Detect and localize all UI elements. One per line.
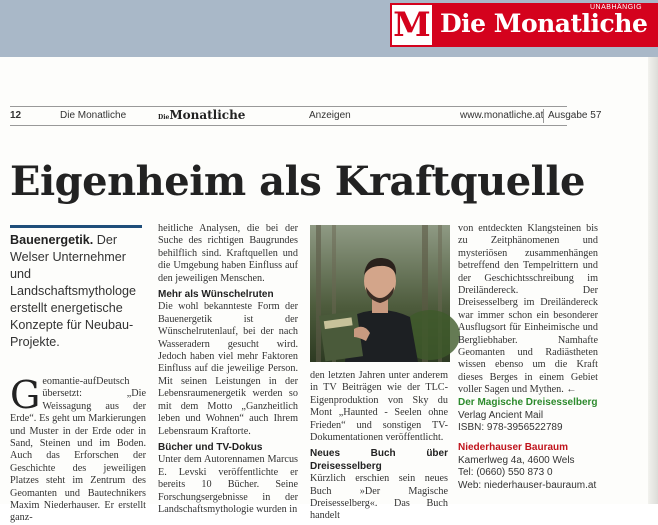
author-photo <box>310 225 450 362</box>
article-headline: Eigenheim als Kraftquelle <box>10 158 585 205</box>
book-info <box>458 397 598 435</box>
brand-logo-name: Die Monatliche <box>440 9 648 38</box>
col3-paragraph-1: den letzten Jahren unter anderem in TV Beiträgen wie der TLC-Eigenproduktion von Sky du Mont „Haunted - Seelen ohne Frieden“ und sonstigen TV-Dokumentationen veröffentlicht. <box>310 370 448 444</box>
header-publication: Die Monatliche <box>60 110 127 121</box>
col2-paragraph-2: Die wohl bekannteste Form der Bauenergetik ist der Wünschelrutenlauf, bei der nach Wasseradern gesucht wird. Jedoch haben viel mehr Faktoren Einfluss auf die jeweilige Person. Mit seinen Leistungen in der Lebensraumenergetik werden so mit dem Motto „Ganzheitlich leben und Wohnen“ auch Ihrem Lebensraum Kraftorte. <box>158 301 298 437</box>
header-logo <box>158 108 245 122</box>
col4-paragraph-1: von entdeckten Klangsteinen bis zu Zeitphänomenen und mysteriösen zusammenhängen betreffend den Tempelrittern und der Geschichtsschreibung im Dreiländereck. Der Dreisesselberg im Dreiländereck war immer schon ein besonderer Ausflugsort für Einheimische und Bergliebhaber. Namhafte Geomanten und Radiästheten wissen ebenso um die Kraft dieses Berges in einem Gebiet voller Sagen und Mythen. ← <box>458 223 598 396</box>
lede-keyword: Bauenergetik. <box>10 233 94 247</box>
header-divider <box>543 109 544 123</box>
book-publisher: Verlag Ancient Mail <box>458 409 544 421</box>
article-column-4 <box>458 223 598 397</box>
company-web[interactable]: Web: niederhauser-bauraum.at <box>458 479 597 491</box>
company-address: Kamerlweg 4a, 4600 Wels <box>458 454 575 466</box>
header-logo-text: Monatliche <box>169 108 246 122</box>
page-edge <box>648 57 658 504</box>
header-section: Anzeigen <box>309 110 351 121</box>
company-phone[interactable]: Tel: (0660) 550 873 0 <box>458 467 553 478</box>
lede-text: Der Welser Unternehmer und Landschaftsmythologe erstellt energetische Konzepte für Neubau-Projekte. <box>10 233 137 349</box>
subheading-wuenschelruten: Mehr als Wünschelruten <box>158 289 274 301</box>
header-issue: Ausgabe 57 <box>548 110 602 121</box>
company-info <box>458 442 596 492</box>
subheading-buecher: Bücher und TV-Dokus <box>158 441 263 453</box>
author-photo-image <box>310 225 450 362</box>
book-isbn: ISBN: 978-3956522789 <box>458 422 563 433</box>
brand-logo-tagline: UNABHÄNGIG <box>590 4 643 11</box>
header-top-rule <box>10 106 567 107</box>
book-title: Der Magische Dreisesselberg <box>458 397 598 408</box>
company-name: Niederhauser Bauraum <box>458 442 569 453</box>
intro-text: eomantie-aufDeutsch übersetzt: „Die Weissagung aus der Erde“. Es geht um Markierungen und Muster in der Erde oder in Sand, Steinen und im Boden. Auch das Erforschen der Geschichte des jeweiligen Platzes steht im Zentrum des Geomanten und Bautechnikers Maxim Niederhauser. Er erstellt ganz- <box>10 376 146 524</box>
brand-logo[interactable] <box>390 3 658 47</box>
col2-paragraph-3: Unter dem Autorennamen Marcus E. Levski veröffentlichte er bereits 10 Bücher. Seine Forschungsergebnisse in der Landschaftsmythologie wurden in <box>158 454 298 515</box>
header-bottom-rule <box>10 125 567 126</box>
article-column-3 <box>310 370 448 522</box>
page-number: 12 <box>10 110 22 121</box>
header-logo-small: Die <box>158 114 170 121</box>
header-website[interactable]: www.monatliche.at <box>460 110 544 121</box>
lede-accent-bar <box>10 225 142 228</box>
article-intro <box>10 373 146 524</box>
subheading-neues-buch: Neues Buch über Dreisesselberg <box>310 448 448 472</box>
brand-logo-letter: M <box>393 5 431 45</box>
article-lede <box>10 232 142 351</box>
col3-paragraph-2: Kürzlich erschien sein neues Buch »Der Magische Dreisesselberg«. Das Buch handelt <box>310 473 448 522</box>
article-column-2 <box>158 223 298 515</box>
col2-paragraph-1: heitliche Analysen, die bei der Suche des richtigen Baugrundes behilflich sind. Kraftquellen und die Umgebung haben Einfluss auf den jeweiligen Menschen. <box>158 223 298 284</box>
drop-cap: G <box>10 373 41 417</box>
